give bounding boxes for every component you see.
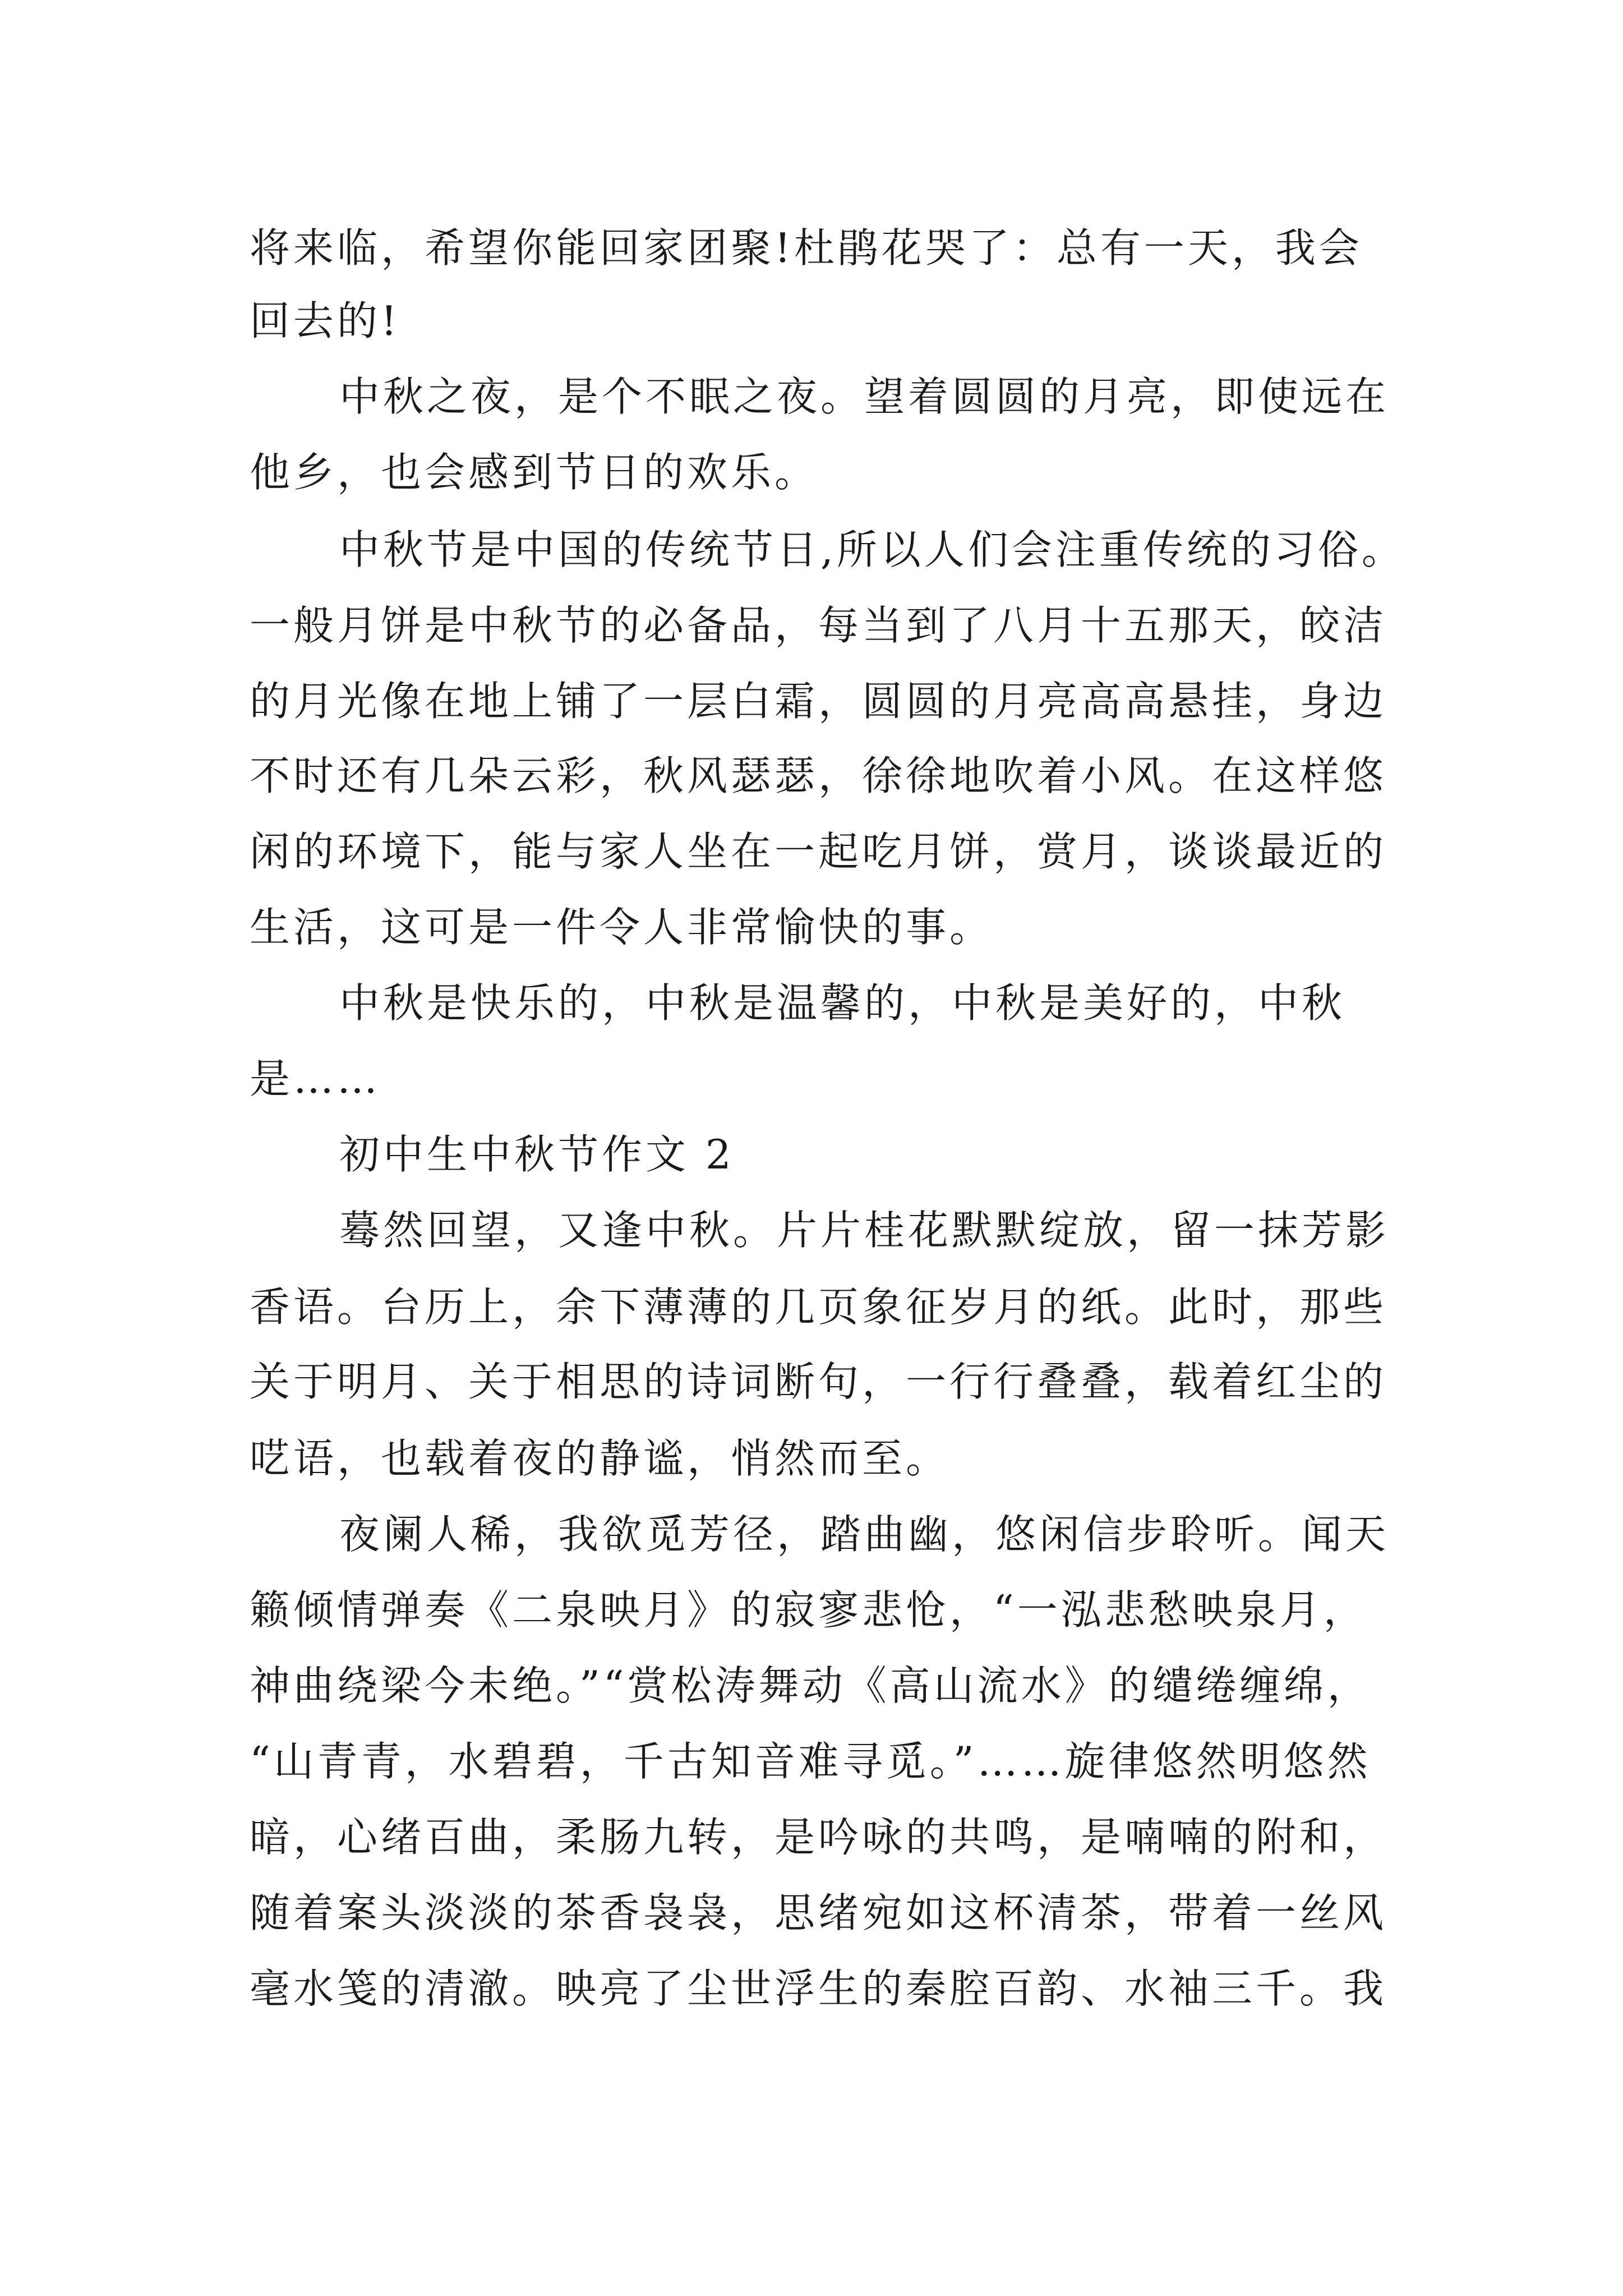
text-line: 暗，心绪百曲，柔肠九转，是吟咏的共鸣，是喃喃的附和，	[250, 1814, 1387, 1861]
paragraph-start: 中秋是快乐的，中秋是温馨的，中秋是美好的，中秋	[339, 979, 1346, 1027]
paragraph-start: 中秋之夜，是个不眠之夜。望着圆圆的月亮，即使远在	[339, 373, 1390, 420]
text-line: 一般月饼是中秋节的必备品，每当到了八月十五那天，皎洁	[250, 602, 1387, 649]
text-line: 籁倾情弹奏《二泉映月》的寂寥悲怆，“一泓悲愁映泉月，	[250, 1586, 1367, 1634]
text-line: 香语。台历上，余下薄薄的几页象征岁月的纸。此时，那些	[250, 1283, 1387, 1331]
text-line: 闲的环境下，能与家人坐在一起吃月饼，赏月，谈谈最近的	[250, 828, 1387, 875]
text-line: 回去的!	[250, 297, 400, 344]
text-line: 关于明月、关于相思的诗词断句，一行行叠叠，载着红尘的	[250, 1358, 1387, 1405]
paragraph-start: 夜阑人稀，我欲觅芳径，踏曲幽，悠闲信步聆听。闻天	[339, 1511, 1390, 1558]
text-line: 的月光像在地上铺了一层白霜，圆圆的月亮高高悬挂，身边	[250, 678, 1387, 725]
paragraph-start: 中秋节是中国的传统节日,所以人们会注重传统的习俗。	[339, 526, 1405, 573]
text-line: 他乡，也会感到节日的欢乐。	[250, 449, 819, 496]
text-line: 将来临，希望你能回家团聚!杜鹃花哭了：总有一天，我会	[250, 224, 1363, 272]
text-line: 生活，这可是一件令人非常愉快的事。	[250, 904, 994, 951]
text-line: 是……	[250, 1055, 381, 1102]
text-line: 神曲绕梁今未绝。”“赏松涛舞动《高山流水》的缱绻缠绵，	[250, 1662, 1371, 1709]
text-line: “山青青，水碧碧，千古知音难寻觅。”……旋律悠然明悠然	[250, 1738, 1371, 1785]
text-line: 呓语，也载着夜的静谧，悄然而至。	[250, 1435, 950, 1482]
paragraph-start: 蓦然回望，又逢中秋。片片桂花默默绽放，留一抹芳影	[339, 1207, 1390, 1254]
text-line: 不时还有几朵云彩，秋风瑟瑟，徐徐地吹着小风。在这样悠	[250, 752, 1387, 799]
text-line: 毫水笺的清澈。映亮了尘世浮生的秦腔百韵、水袖三千。我	[250, 1965, 1387, 2012]
section-heading: 初中生中秋节作文 2	[339, 1131, 735, 1178]
text-line: 随着案头淡淡的茶香袅袅，思绪宛如这杯清茶，带着一丝风	[250, 1889, 1387, 1936]
